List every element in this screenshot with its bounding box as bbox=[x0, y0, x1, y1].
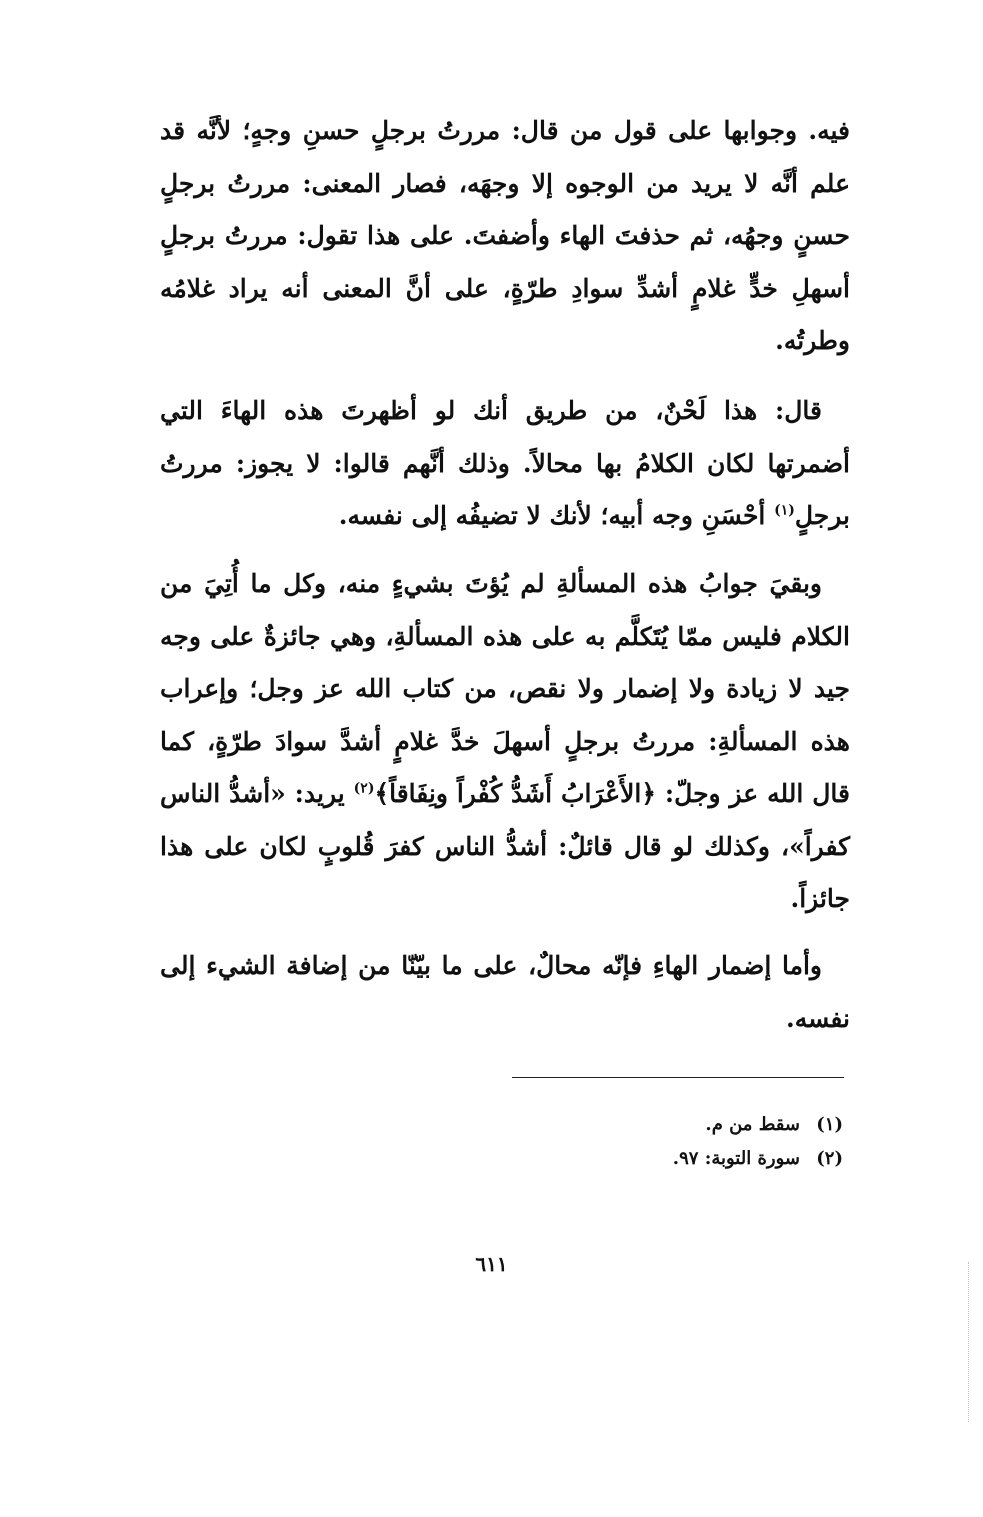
footnote-1-number: (١) bbox=[816, 1114, 843, 1135]
footnote-ref-2: (٢) bbox=[353, 780, 375, 797]
footnote-1-text: سقط من م. bbox=[705, 1114, 800, 1135]
paragraph-2-text-before: قال: هذا لَحْنٌ، من طريق أنك لو أظهرتَ هذه الهاءَ التي أضمرتها لكان الكلامُ بها محالاً. وذلك أنَّهم قالوا: لا يجوز: مررتُ برجلٍ bbox=[160, 396, 850, 530]
paragraph-3-text-before: وبقيَ جوابُ هذه المسألةِ لم يُؤتَ بشيءٍ منه، وكل ما أُتِيَ من الكلام فليس ممّا يُتَكلَّم به على هذه المسألةِ، وهي جائزةٌ على وجه جيد لا زيادة ولا إضمار ولا نقص، من كتاب الله عز وجل؛ وإعراب هذه المسألةِ: مررتُ برجلٍ أسهلَ خدَّ غلامٍ أشدَّ سوادَ طرّةٍ، كما قال الله عز وجلّ: ﴿الأَعْرَابُ أَشَدُّ كُفْراً ونِفَاقاً﴾ bbox=[160, 569, 850, 808]
footnote-separator bbox=[512, 1077, 844, 1078]
paragraph-4-text: وأما إضمار الهاءِ فإنّه محالٌ، على ما بيّنّا من إضافة الشيء إلى نفسه. bbox=[160, 951, 850, 1033]
paragraph-1-text: فيه. وجوابها على قول من قال: مررتُ برجلٍ حسنِ وجهٍ؛ لأنَّه قد علم أنَّه لا يريد من الوجوه إلا وجهَه، فصار المعنى: مررتُ برجلٍ حسنٍ وجهُه، ثم حذفتَ الهاء وأضفتَ. على هذا تقول: مررتُ برجلٍ أسهلِ خدٍّ غلامٍ أشدِّ سوادِ طرّةٍ، على أنَّ المعنى أنه يراد غلامُه وطرتُه. bbox=[160, 116, 850, 355]
paragraph-2 bbox=[160, 385, 850, 543]
footnote-2-text: سورة التوبة: ٩٧. bbox=[672, 1148, 800, 1169]
page-number: ٦١١ bbox=[475, 1252, 508, 1276]
footnote-ref-1: (١) bbox=[774, 502, 795, 519]
paragraph-1 bbox=[160, 105, 850, 368]
scan-margin-speckle bbox=[966, 1262, 969, 1422]
footnote-2-number: (٢) bbox=[816, 1148, 843, 1169]
paragraph-3-text-after: يريد: «أشدُّ الناس كفراً»، وكذلك لو قال قائلٌ: أشدُّ الناس كفرَ قُلوبٍ لكان على هذا جائزاً. bbox=[160, 779, 850, 913]
paragraph-4 bbox=[160, 940, 850, 1045]
footnote-2 bbox=[443, 1142, 843, 1176]
paragraph-2-text-after: أحْسَنِ وجه أبيه؛ لأنك لا تضيفُه إلى نفسه. bbox=[338, 501, 775, 530]
footnote-1 bbox=[443, 1108, 843, 1142]
paragraph-3 bbox=[160, 558, 850, 926]
footnotes bbox=[443, 1108, 843, 1176]
